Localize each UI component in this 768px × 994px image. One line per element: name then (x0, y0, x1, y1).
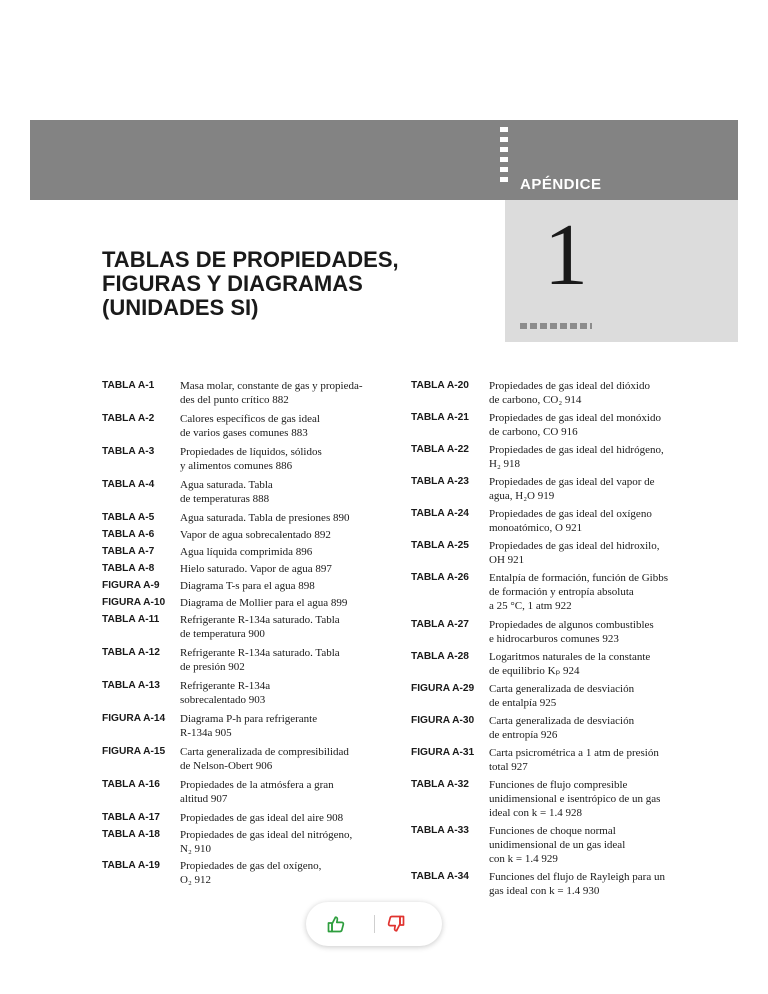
entry-label: FIGURA A-29 (411, 683, 475, 694)
entry-label: TABLA A-6 (102, 529, 155, 540)
entry-label: TABLA A-20 (411, 380, 469, 391)
entry-line: de carbono, CO 916 (489, 426, 578, 438)
entry-line: Propiedades de gas ideal del monóxido (489, 412, 661, 424)
entry-label: TABLA A-11 (102, 614, 160, 625)
contents-entry (411, 410, 711, 439)
entry-line: O₂ 912 (180, 874, 212, 886)
entry-line: Agua líquida comprimida 896 (180, 546, 313, 558)
entry-description (489, 681, 705, 710)
entry-label: TABLA A-25 (411, 540, 469, 551)
contents-entry (102, 578, 402, 593)
entry-line: R-134a 905 (180, 727, 232, 739)
entry-line: total 927 (489, 761, 528, 773)
contents-entry (102, 561, 402, 576)
feedback-widget (306, 902, 442, 946)
entry-description (180, 612, 396, 641)
thumbs-down-icon[interactable] (386, 914, 406, 934)
entry-line: Funciones de choque normal (489, 825, 616, 837)
entry-label: TABLA A-8 (102, 563, 155, 574)
entry-description (180, 411, 396, 440)
entry-line: Calores específicos de gas ideal (180, 413, 320, 425)
entry-line: y alimentos comunes 886 (180, 460, 293, 472)
entry-line: monoatómico, O 921 (489, 522, 583, 534)
entry-description (489, 649, 705, 678)
entry-label: TABLA A-23 (411, 476, 469, 487)
entry-line: Vapor de agua sobrecalentado 892 (180, 529, 331, 541)
entry-line: a 25 °C, 1 atm 922 (489, 600, 572, 612)
entry-line: Agua saturada. Tabla de presiones 890 (180, 512, 350, 524)
entry-description (180, 544, 396, 559)
entry-description (180, 711, 396, 740)
contents-entry (102, 527, 402, 542)
entry-description (180, 678, 396, 707)
entry-label: TABLA A-17 (102, 812, 160, 823)
contents-entry (102, 612, 402, 641)
entry-line: Carta generalizada de compresibilidad (180, 746, 349, 758)
entry-label: TABLA A-28 (411, 651, 469, 662)
appendix-label: APÉNDICE (520, 176, 602, 193)
contents-entry (411, 442, 711, 471)
entry-label: FIGURA A-15 (102, 746, 166, 757)
entry-label: TABLA A-34 (411, 871, 469, 882)
entry-line: unidimensional e isentrópico de un gas (489, 793, 661, 805)
entry-description (489, 570, 705, 613)
entry-line: Carta generalizada de desviación (489, 715, 635, 727)
contents-entry (411, 777, 711, 820)
dotted-divider (500, 127, 508, 187)
contents-entry (102, 777, 402, 806)
entry-line: Propiedades de gas del oxígeno, (180, 860, 322, 872)
contents-entry (411, 617, 711, 646)
entry-line: Propiedades de gas ideal del hidrógeno, (489, 444, 664, 456)
contents-entry (102, 744, 402, 773)
entry-line: de Nelson-Obert 906 (180, 760, 273, 772)
entry-description (489, 378, 705, 407)
entry-description (180, 578, 396, 593)
entry-label: TABLA A-32 (411, 779, 469, 790)
entry-label: TABLA A-27 (411, 619, 469, 630)
entry-line: N₂ 910 (180, 843, 212, 855)
contents-entry (411, 506, 711, 535)
entry-label: FIGURA A-14 (102, 713, 166, 724)
appendix-number: 1 (544, 207, 588, 304)
entry-label: TABLA A-21 (411, 412, 469, 423)
entry-label: TABLA A-18 (102, 829, 160, 840)
entry-description (180, 527, 396, 542)
entry-line: Propiedades de la atmósfera a gran (180, 779, 334, 791)
entry-description (489, 713, 705, 742)
entry-line: Funciones de flujo compresible (489, 779, 628, 791)
entry-line: Diagrama T-s para el agua 898 (180, 580, 315, 592)
entry-description (180, 777, 396, 806)
entry-description (489, 538, 705, 567)
contents-entry (411, 869, 711, 898)
entry-label: TABLA A-1 (102, 380, 155, 391)
entry-label: TABLA A-24 (411, 508, 469, 519)
entry-line: Masa molar, constante de gas y propieda- (180, 380, 363, 392)
decorative-squares (520, 323, 592, 329)
entry-line: de presión 902 (180, 661, 245, 673)
entry-description (180, 827, 396, 856)
entry-line: Refrigerante R-134a (180, 680, 271, 692)
contents-entry (102, 477, 402, 506)
entry-label: TABLA A-33 (411, 825, 469, 836)
entry-line: Propiedades de gas ideal del nitrógeno, (180, 829, 353, 841)
contents-entry (411, 378, 711, 407)
feedback-divider (374, 915, 375, 933)
contents-entry (411, 823, 711, 866)
entry-label: TABLA A-4 (102, 479, 155, 490)
entry-line: de entropía 926 (489, 729, 558, 741)
entry-line: H₂ 918 (489, 458, 521, 470)
entry-description (489, 745, 705, 774)
entry-description (180, 510, 396, 525)
entry-description (489, 442, 705, 471)
entry-line: de equilibrio Kₚ 924 (489, 665, 580, 677)
entry-line: de temperatura 900 (180, 628, 265, 640)
entry-line: Diagrama P-h para refrigerante (180, 713, 318, 725)
contents-entry (411, 570, 711, 613)
entry-description (180, 444, 396, 473)
entry-line: sobrecalentado 903 (180, 694, 266, 706)
entry-description (180, 595, 396, 610)
contents-entry (102, 678, 402, 707)
entry-description (180, 645, 396, 674)
entry-line: Agua saturada. Tabla (180, 479, 273, 491)
entry-line: Refrigerante R-134a saturado. Tabla (180, 614, 340, 626)
thumbs-up-icon[interactable] (326, 914, 346, 934)
entry-line: Hielo saturado. Vapor de agua 897 (180, 563, 332, 575)
entry-label: TABLA A-3 (102, 446, 155, 457)
contents-entry (411, 538, 711, 567)
contents-entry (411, 649, 711, 678)
entry-line: Propiedades de gas ideal del aire 908 (180, 812, 344, 824)
entry-description (180, 744, 396, 773)
entry-label: TABLA A-5 (102, 512, 155, 523)
entry-line: e hidrocarburos comunes 923 (489, 633, 619, 645)
title-line: TABLAS DE PROPIEDADES, (102, 247, 399, 272)
entry-line: de carbono, CO₂ 914 (489, 394, 582, 406)
contents-entry (102, 645, 402, 674)
contents-entry (411, 745, 711, 774)
contents-entry (411, 681, 711, 710)
entry-label: FIGURA A-31 (411, 747, 475, 758)
entry-line: unidimensional de un gas ideal (489, 839, 626, 851)
entry-description (489, 410, 705, 439)
entry-description (489, 474, 705, 503)
entry-line: Logaritmos naturales de la constante (489, 651, 651, 663)
entry-label: TABLA A-2 (102, 413, 155, 424)
entry-line: Propiedades de gas ideal del hidroxilo, (489, 540, 660, 552)
entry-description (180, 561, 396, 576)
entry-label: FIGURA A-10 (102, 597, 166, 608)
entry-line: Carta psicrométrica a 1 atm de presión (489, 747, 659, 759)
contents-entry (102, 510, 402, 525)
entry-line: de entalpía 925 (489, 697, 557, 709)
entry-description (180, 810, 396, 825)
entry-label: TABLA A-26 (411, 572, 469, 583)
title-line: (UNIDADES SI) (102, 295, 259, 320)
entry-line: Refrigerante R-134a saturado. Tabla (180, 647, 340, 659)
entry-line: Propiedades de gas ideal del vapor de (489, 476, 655, 488)
contents-entry (102, 858, 402, 887)
entry-description (489, 617, 705, 646)
entry-label: TABLA A-16 (102, 779, 160, 790)
entry-label: FIGURA A-30 (411, 715, 475, 726)
entry-line: con k = 1.4 929 (489, 853, 558, 865)
contents-entry (411, 474, 711, 503)
entry-line: gas ideal con k = 1.4 930 (489, 885, 600, 897)
contents-entry (102, 827, 402, 856)
contents-entry (102, 595, 402, 610)
entry-description (489, 506, 705, 535)
title-line: FIGURAS Y DIAGRAMAS (102, 271, 363, 296)
contents-entry (102, 544, 402, 559)
entry-line: de varios gases comunes 883 (180, 427, 308, 439)
entry-line: Diagrama de Mollier para el agua 899 (180, 597, 348, 609)
entry-label: FIGURA A-9 (102, 580, 160, 591)
entry-line: Propiedades de gas ideal del dióxido (489, 380, 650, 392)
contents-entry (411, 713, 711, 742)
entry-line: Carta generalizada de desviación (489, 683, 635, 695)
contents-right-column (411, 378, 711, 898)
entry-label: TABLA A-22 (411, 444, 469, 455)
entry-label: TABLA A-13 (102, 680, 160, 691)
entry-description (180, 378, 396, 407)
entry-description (180, 477, 396, 506)
entry-description (489, 869, 705, 898)
entry-line: Funciones del flujo de Rayleigh para un (489, 871, 665, 883)
header-banner (30, 120, 738, 200)
entry-description (180, 858, 396, 887)
entry-line: agua, H₂O 919 (489, 490, 555, 502)
entry-line: Propiedades de gas ideal del oxígeno (489, 508, 652, 520)
entry-line: OH 921 (489, 554, 525, 566)
entry-line: des del punto crítico 882 (180, 394, 289, 406)
contents-entry (102, 711, 402, 740)
contents-entry (102, 411, 402, 440)
contents-entry (102, 444, 402, 473)
entry-label: TABLA A-12 (102, 647, 160, 658)
entry-line: de formación y entropía absoluta (489, 586, 634, 598)
entry-label: TABLA A-19 (102, 860, 160, 871)
entry-line: altitud 907 (180, 793, 228, 805)
contents-entry (102, 378, 402, 407)
entry-line: Propiedades de líquidos, sólidos (180, 446, 322, 458)
page-title (102, 248, 399, 320)
entry-description (489, 823, 705, 866)
entry-description (489, 777, 705, 820)
contents-left-column (102, 378, 402, 887)
entry-line: Propiedades de algunos combustibles (489, 619, 654, 631)
entry-line: ideal con k = 1.4 928 (489, 807, 582, 819)
entry-line: de temperaturas 888 (180, 493, 270, 505)
entry-line: Entalpía de formación, función de Gibbs (489, 572, 669, 584)
contents-entry (102, 810, 402, 825)
entry-label: TABLA A-7 (102, 546, 155, 557)
